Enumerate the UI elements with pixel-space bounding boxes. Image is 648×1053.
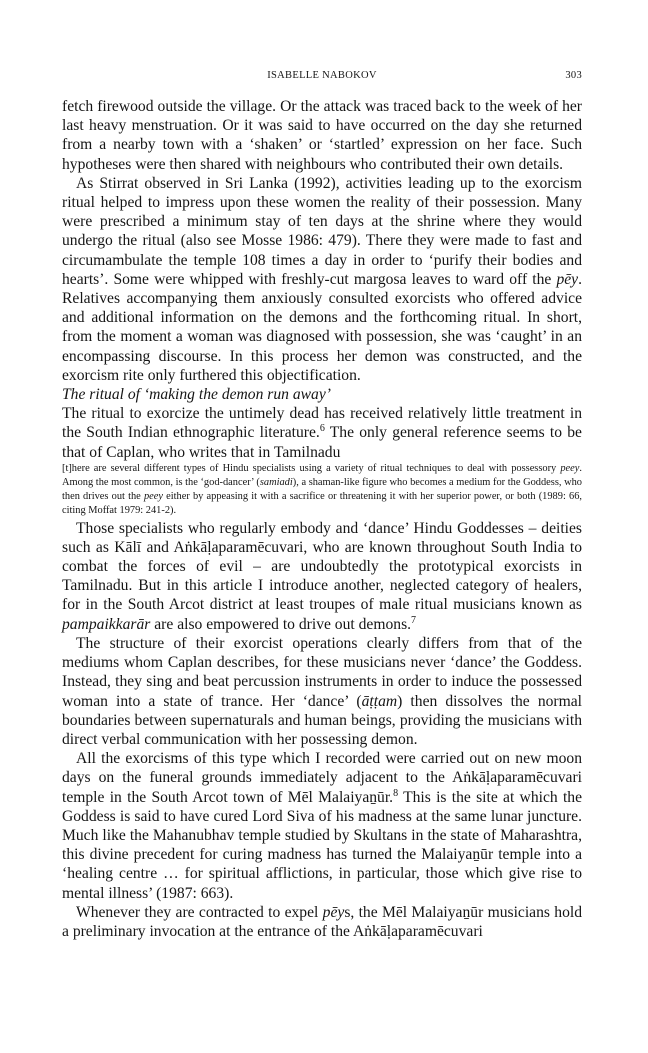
italic-term: pampaikkarār <box>62 615 151 633</box>
text-run: Those specialists who regularly embody and ‘dance’ Hindu Goddesses – deities such as Kālī and Aṅkāḷaparamēcuvari, who are known throughout South India to combat the forces of evil – are undoubtedly the prototypical exorcists in Tamilnadu. But in this article I introduce another, neglected category of healers, for in the South Arcot district at least troupes of male ritual musicians known as <box>62 519 582 614</box>
text-run: fetch firewood outside the village. Or the attack was traced back to the week of her last heavy menstruation. Or it was said to have occurred on the day she returned from a nearby town with a ‘shaken’ or ‘startled’ expression on her face. Such hypotheses were then shared with neighbours who contributed their own details. <box>62 98 582 173</box>
paragraph <box>62 634 582 749</box>
page-number: 303 <box>565 70 582 81</box>
paragraph <box>62 519 582 634</box>
text-run: The only general reference seems to be that of Caplan, who writes that in Tamilnadu <box>62 424 582 461</box>
text-run: . Relatives accompanying them anxiously consulted exorcists who offered advice and additional information on the demons and the forthcoming ritual. In short, from the moment a woman was diagnosed with possession, she was ‘caught’ in an encompassing discourse. In this process her demon was constructed, and the exorcism rite only furthered this objectification. <box>62 270 582 384</box>
text-run: As Stirrat observed in Sri Lanka (1992), activities leading up to the exorcism ritual helped to impress upon these women the reality of their possession. Many were prescribed a minimum stay of ten days at the shrine where they would undergo the ritual (also see Mosse 1986: 479). There they were made to fast and circumambulate the temple 108 times a day in order to ‘purify their bodies and hearts’. Some were whipped with freshly-cut margosa leaves to ward off the <box>62 174 582 288</box>
paragraph <box>62 404 582 462</box>
italic-term: samiadi <box>259 477 293 489</box>
paragraph <box>62 749 582 903</box>
text-run: The structure of their exorcist operations clearly differs from that of the mediums whom Caplan describes, for these musicians never ‘dance’ the Goddess. Instead, they sing and beat percussion instruments in order to induce the possessed woman into a state of trance. Her ‘dance’ ( <box>62 634 582 710</box>
italic-term: peey <box>143 491 163 503</box>
block-quote <box>62 462 582 519</box>
text-run: All the exorcisms of this type which I recorded were carried out on new moon days on the funeral grounds immediately adjacent to the Aṅkāḷaparamēcuvari temple in the South Arcot town of Mēl Malaiyaṉūr. <box>62 750 582 806</box>
italic-term: āṭṭam <box>361 692 398 710</box>
text-run: either by appeasing it with a sacrifice or threatening it with her superior power, or both (1989: 66, citing Moffat 1979: 241-2). <box>62 491 582 517</box>
text-run: . Among the most common, is the ‘god-dancer’ ( <box>62 462 582 489</box>
paragraph <box>62 97 582 174</box>
text-run: are also empowered to drive out demons. <box>150 615 412 633</box>
text-run: ) then dissolves the normal boundaries between supernaturals and human beings, providing the musicians with direct verbal communication with her possessing demon. <box>62 692 582 748</box>
footnote-ref: 8 <box>393 787 399 799</box>
italic-term: pēy <box>322 903 345 921</box>
footnote-ref: 6 <box>319 423 325 435</box>
running-header <box>62 70 582 84</box>
text-run: [t]here are several different types of Hindu specialists using a variety of ritual techniques to deal with possessory <box>62 462 561 474</box>
text-run: s, the Mēl Malaiyaṉūr musicians hold a preliminary invocation at the entrance of the Aṅkāḷaparamēcuvari <box>62 903 582 940</box>
body-text <box>62 97 582 941</box>
italic-term: peey <box>560 462 580 474</box>
paragraph <box>62 903 582 941</box>
text-run: The ritual to exorcize the untimely dead has received relatively little treatment in the South Indian ethnographic literature. <box>62 405 582 442</box>
text-run: This is the site at which the Goddess is said to have cured Lord Siva of his madness at the same lunar juncture. Much like the Mahanubhav temple studied by Skultans in the state of Maharashtra, this divine precedent for curing madness has turned the Malaiyaṉūr temple into a ‘healing centre … for spiritual afflictions, in particular, those which give rise to mental illness’ (1987: 663). <box>62 788 582 902</box>
paragraph <box>62 174 582 385</box>
section-heading: The ritual of ‘making the demon run away’ <box>62 386 331 404</box>
text-run: Whenever they are contracted to expel <box>76 903 323 921</box>
text-run: ), a shaman-like figure who becomes a medium for the Goddess, who then drives out the <box>62 477 582 503</box>
running-header-author: ISABELLE NABOKOV <box>267 70 377 81</box>
footnote-ref: 7 <box>411 614 417 626</box>
italic-term: pēy <box>556 270 579 288</box>
